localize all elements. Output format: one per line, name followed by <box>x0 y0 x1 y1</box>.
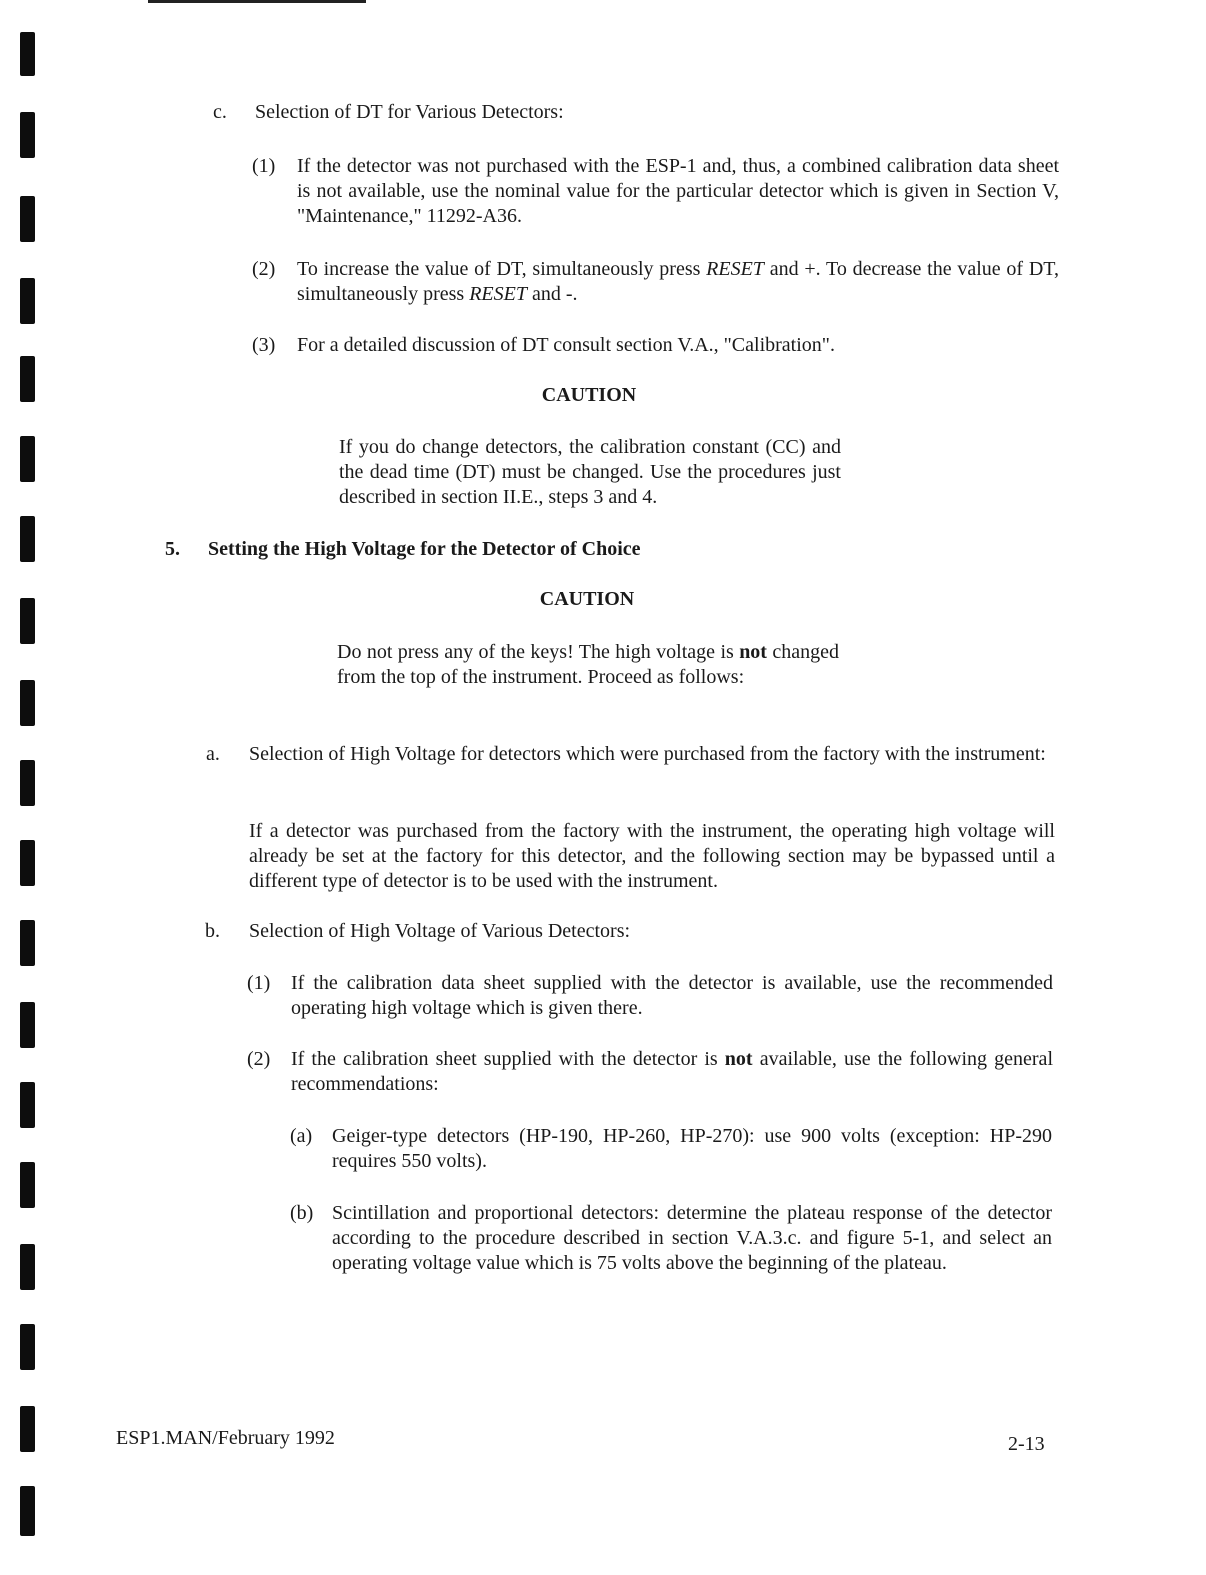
section-b-marker: b. <box>205 920 220 942</box>
binder-mark <box>20 1406 35 1452</box>
list-number: (1) <box>252 155 276 177</box>
sublist-item-text: Geiger-type detectors (HP-190, HP-260, HP-270): use 900 volts (exception: HP-290 requires 550 volts). <box>332 1125 1052 1172</box>
section-a-paragraph: If a detector was purchased from the factory with the instrument, the operating high voltage will already be set at the factory for this detector, and the following section may be bypassed until a different type of detector is to be used with the instrument. <box>249 820 1055 892</box>
sublist-letter: (a) <box>290 1125 313 1147</box>
sublist-letter: (b) <box>290 1202 314 1224</box>
section-b-heading: Selection of High Voltage of Various Detectors: <box>249 920 631 942</box>
binder-mark <box>20 1002 35 1048</box>
caution-text: If you do change detectors, the calibration constant (CC) and the dead time (DT) must be changed. Use the procedures just described in section II.E., steps 3 and 4. <box>339 436 841 508</box>
list-item-text: If the calibration sheet supplied with the detector is not available, use the following general recommendations: <box>291 1048 1053 1095</box>
binder-mark <box>20 436 35 482</box>
binder-mark <box>20 278 35 324</box>
sublist-item-text: Scintillation and proportional detectors: determine the plateau response of the detector according to the procedure described in section V.A.3.c. and figure 5-1, and select an operating voltage value which is 75 volts above the beginning of the plateau. <box>332 1202 1052 1274</box>
section-a-heading: Selection of High Voltage for detectors which were purchased from the factory with the instrument: <box>249 743 1046 765</box>
section-5-heading: Setting the High Voltage for the Detector of Choice <box>208 538 641 560</box>
reset-key-label: RESET <box>706 258 764 280</box>
list-item-text: If the calibration data sheet supplied with the detector is available, use the recommended operating high voltage which is given there. <box>291 972 1053 1019</box>
binder-mark <box>20 760 35 806</box>
caution-text: Do not press any of the keys! The high voltage is not changed from the top of the instrument. Proceed as follows: <box>337 641 840 688</box>
binder-mark <box>20 1162 35 1208</box>
binder-mark <box>20 1324 35 1370</box>
list-item-text: To increase the value of DT, simultaneously press RESET and +. To decrease the value of DT, simultaneously press RESET and -. <box>297 258 1059 305</box>
page-number: 2-13 <box>1008 1433 1045 1455</box>
footer-doc-id: ESP1.MAN/February 1992 <box>116 1427 335 1449</box>
section-5-marker: 5. <box>165 538 180 560</box>
list-item-text: If the detector was not purchased with the ESP-1 and, thus, a combined calibration data sheet is not available, use the nominal value for the particular detector which is given in Section V, "Maintenance," 11292-A36. <box>297 155 1059 227</box>
section-a-marker: a. <box>206 743 220 765</box>
list-item-text: For a detailed discussion of DT consult section V.A., "Calibration". <box>297 334 835 356</box>
binder-mark <box>20 1244 35 1290</box>
reset-key-label: RESET <box>469 283 527 305</box>
section-c-marker: c. <box>213 101 227 123</box>
caution-heading: CAUTION <box>541 384 637 406</box>
binder-mark <box>20 840 35 886</box>
caution-heading: CAUTION <box>539 588 635 610</box>
list-number: (3) <box>252 334 276 356</box>
binder-mark <box>20 680 35 726</box>
binder-mark <box>20 920 35 966</box>
list-number: (1) <box>247 972 271 994</box>
binder-mark <box>20 598 35 644</box>
binder-mark <box>20 112 35 158</box>
list-number: (2) <box>252 258 276 280</box>
binder-mark <box>20 516 35 562</box>
binder-mark <box>20 32 35 76</box>
binder-mark <box>20 1486 35 1536</box>
binder-mark <box>20 1082 35 1128</box>
top-rule <box>148 0 366 3</box>
binder-mark <box>20 356 35 402</box>
list-number: (2) <box>247 1048 271 1070</box>
section-c-heading: Selection of DT for Various Detectors: <box>255 101 564 123</box>
binder-mark <box>20 196 35 242</box>
